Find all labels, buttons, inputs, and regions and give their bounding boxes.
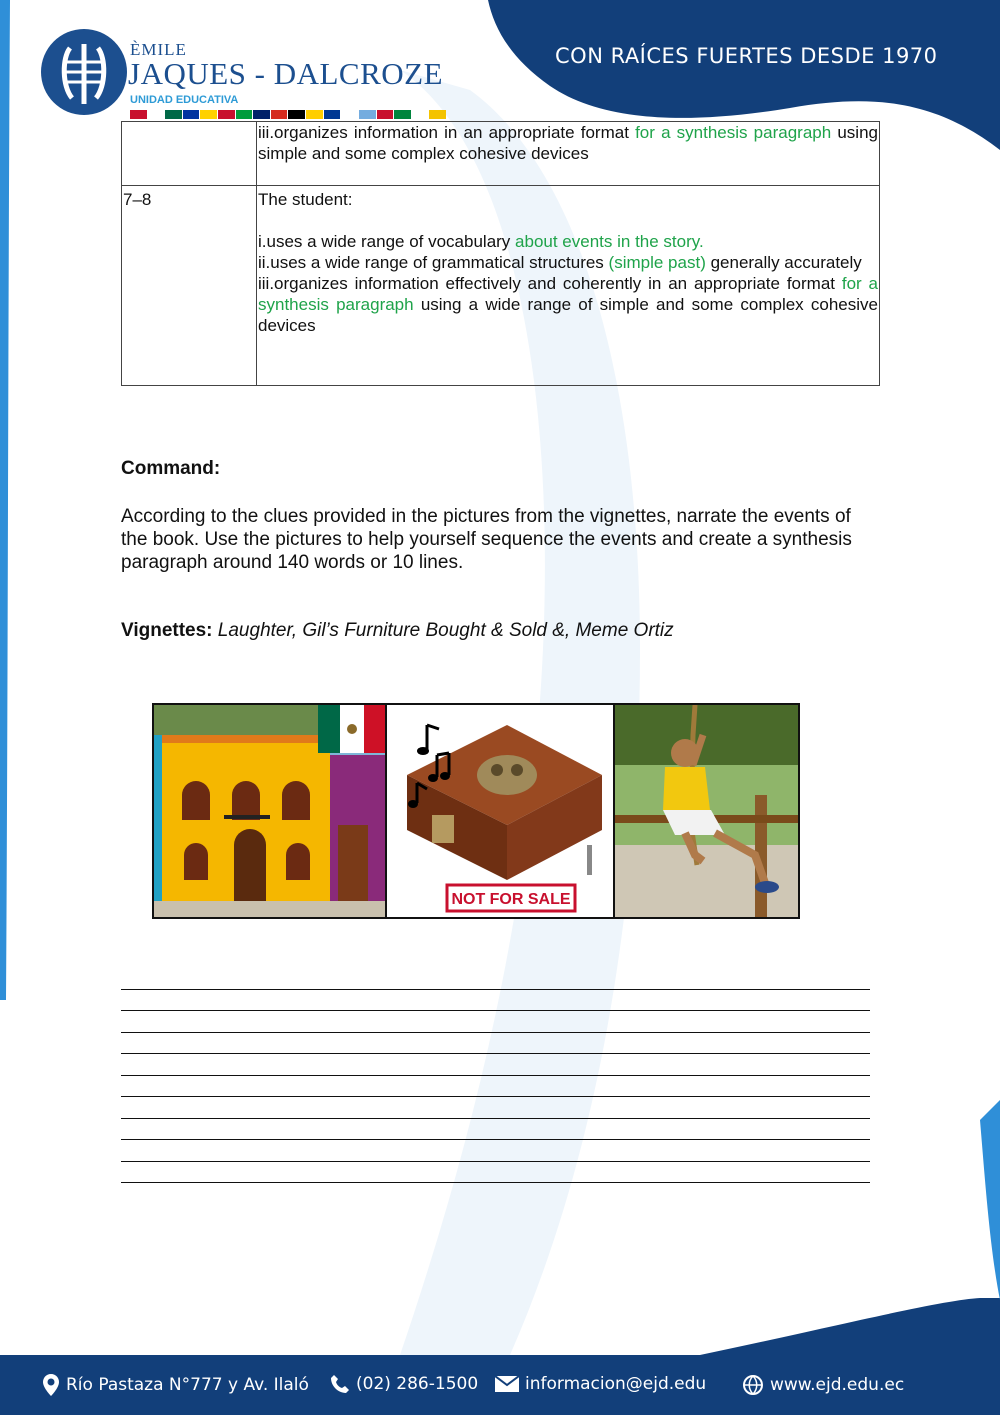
flag-swatch (218, 110, 235, 119)
highlighted-criterion-text: (simple past) (608, 253, 706, 272)
flag-swatch (288, 110, 305, 119)
flag-swatch (271, 110, 288, 119)
flag-swatch (200, 110, 217, 119)
not-for-sale-sign: NOT FOR SALE (451, 891, 571, 908)
logo-small-text: ÈMILE (130, 40, 187, 59)
vignettes-line (121, 620, 674, 642)
boy-swinging-image (615, 705, 798, 917)
answer-line[interactable] (121, 1140, 870, 1162)
criterion-text: The student: (258, 190, 353, 209)
flag-swatch (306, 110, 323, 119)
command-heading: Command: (121, 458, 221, 479)
vignette-image-strip (152, 703, 800, 919)
footer-web-text: www.ejd.edu.ec (770, 1375, 905, 1395)
globe-icon (742, 1374, 764, 1396)
criterion-text: using simple and some complex cohesive devices (258, 123, 878, 163)
vignettes-titles: Laughter, Gil’s Furniture Bought & Sold &, Meme Ortiz (217, 620, 674, 641)
footer-web[interactable] (742, 1374, 904, 1396)
flag-swatch (394, 110, 411, 119)
flag-swatch (148, 110, 165, 119)
flag-swatch (359, 110, 376, 119)
flag-swatch (165, 110, 182, 119)
colorful-houses-image (154, 705, 387, 917)
flag-swatch (253, 110, 270, 119)
flag-swatch (429, 110, 446, 119)
highlighted-criterion-text: about events in the story. (515, 232, 704, 251)
criterion-text: i.uses a wide range of vocabulary (258, 232, 516, 251)
rubric-descriptor-cell (257, 122, 880, 186)
location-pin-icon (42, 1374, 60, 1396)
answer-line[interactable] (121, 1054, 870, 1076)
flag-swatch (377, 110, 394, 119)
command-instructions: According to the clues provided in the pictures from the vignettes, narrate the events of the book. Use the pictures to help yourself sequence the events and create a synthesis paragraph around 140 words or 10 lines. (121, 506, 852, 573)
highlighted-criterion-text: for a synthesis paragraph (635, 123, 832, 142)
flag-swatch (412, 110, 429, 119)
answer-line[interactable] (121, 968, 870, 990)
answer-line[interactable] (121, 990, 870, 1012)
logo-sub-text: UNIDAD EDUCATIVA (130, 94, 239, 106)
answer-lines (121, 968, 870, 1183)
flag-swatch (130, 110, 147, 119)
rubric-descriptor-line (258, 122, 878, 164)
flags-strip (130, 110, 446, 119)
footer-phone (330, 1374, 478, 1394)
rubric-descriptor-line (258, 252, 878, 273)
criterion-text: ii.uses a wide range of grammatical structures (258, 253, 609, 272)
footer-bar (0, 1355, 1000, 1415)
criterion-text: generally accurately (705, 253, 862, 272)
rubric-level-cell (122, 122, 257, 186)
school-logo-emblem (40, 28, 128, 116)
rubric-descriptor-cell (257, 186, 880, 386)
rubric-row (122, 186, 880, 386)
criterion-text: iii.organizes information effectively and coherently in an appropriate format (258, 274, 842, 293)
rubric-row (122, 122, 880, 186)
answer-line[interactable] (121, 1033, 870, 1055)
answer-line[interactable] (121, 1162, 870, 1184)
header-slogan: CON RAÍCES FUERTES DESDE 1970 (555, 44, 938, 68)
vignettes-label: Vignettes: (121, 620, 213, 641)
music-box-image (387, 705, 616, 917)
rubric-descriptor-line (258, 273, 878, 336)
footer-address-text: Río Pastaza N°777 y Av. Ilaló (66, 1375, 309, 1395)
rubric-level-cell: 7–8 (122, 186, 257, 386)
rubric-descriptor-line (258, 210, 878, 231)
logo-main-text: JAQUES - DALCROZE (128, 56, 444, 91)
answer-line[interactable] (121, 1097, 870, 1119)
criterion-text: iii.organizes information in an appropriate format (258, 123, 636, 142)
footer-email[interactable] (495, 1374, 706, 1394)
footer-address (42, 1374, 309, 1396)
flag-swatch (324, 110, 341, 119)
flag-swatch (341, 110, 358, 119)
flag-swatch (236, 110, 253, 119)
rubric-table (121, 121, 880, 386)
answer-line[interactable] (121, 1011, 870, 1033)
answer-line[interactable] (121, 1119, 870, 1141)
footer-phone-text: (02) 286-1500 (356, 1374, 479, 1394)
criterion-text: using a wide range of simple and some complex cohesive devices (258, 295, 878, 335)
phone-icon (330, 1374, 350, 1394)
flag-swatch (183, 110, 200, 119)
answer-line[interactable] (121, 1076, 870, 1098)
rubric-descriptor-line (258, 231, 878, 252)
rubric-descriptor-line (258, 189, 878, 210)
mail-icon (495, 1376, 519, 1392)
highlighted-criterion-text: for a synthesis paragraph (258, 274, 878, 314)
footer-email-text: informacion@ejd.edu (525, 1374, 707, 1394)
